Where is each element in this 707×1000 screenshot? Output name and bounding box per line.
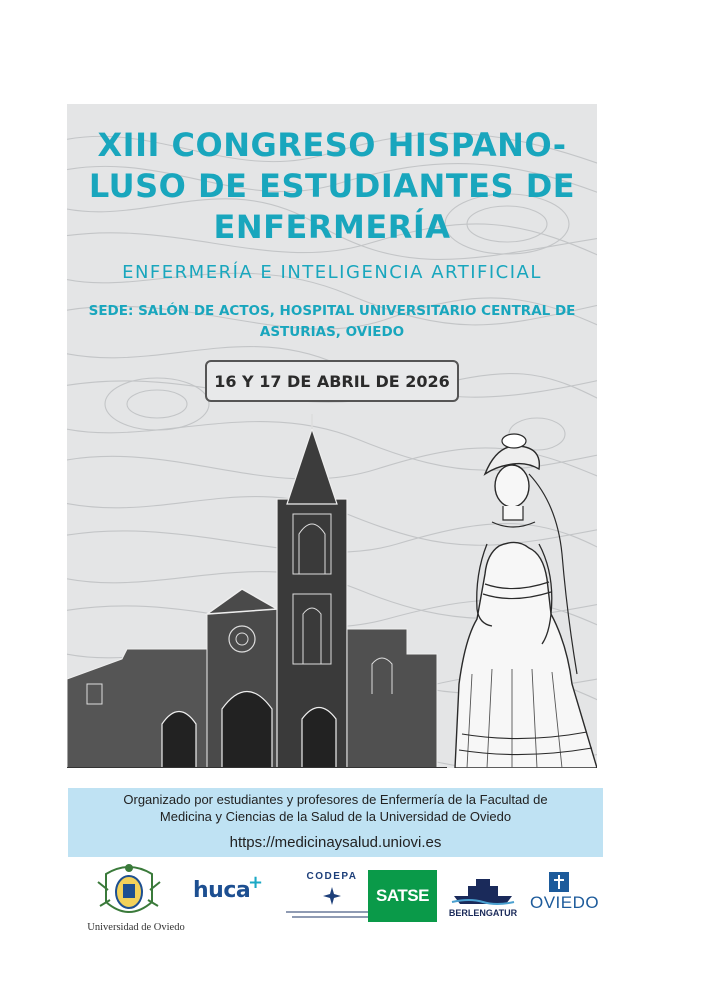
university-caption: Universidad de Oviedo bbox=[87, 922, 185, 933]
giant-figure-illustration bbox=[455, 434, 597, 768]
huca-plus-icon: + bbox=[248, 872, 264, 893]
oviedo-logo: OVIEDO bbox=[530, 893, 600, 912]
berlengatur-logo: BERLENGATUR bbox=[448, 908, 518, 918]
ship-icon bbox=[450, 874, 516, 906]
venue-line-1: SEDE: SALÓN DE ACTOS, HOSPITAL UNIVERSITARIO CENTRAL DE bbox=[88, 303, 576, 319]
website-link[interactable]: https://medicinaysalud.uniovi.es bbox=[229, 834, 442, 851]
huca-logo: huca bbox=[193, 878, 251, 903]
venue-line-2: ASTURIAS, OVIEDO bbox=[259, 324, 405, 340]
poster-subtitle: ENFERMERÍA E INTELIGENCIA ARTIFICIAL bbox=[122, 262, 542, 283]
poster-title-line-1: XIII CONGRESO HISPANO- bbox=[97, 126, 567, 164]
organizer-text-line-1: Organizado por estudiantes y profesores de Enfermería de la Facultad de bbox=[123, 792, 548, 807]
organizer-info-band bbox=[68, 788, 603, 857]
poster-title-line-3: ENFERMERÍA bbox=[213, 208, 451, 246]
satse-logo bbox=[368, 870, 437, 922]
codepa-logo: CODEPA bbox=[306, 871, 358, 882]
codepa-fine-print bbox=[282, 909, 382, 921]
satse-logo-text: SATSE bbox=[376, 886, 429, 905]
sponsor-logos-row bbox=[68, 860, 603, 940]
event-date: 16 Y 17 DE ABRIL DE 2026 bbox=[214, 371, 450, 391]
cathedral-and-figure-illustration bbox=[67, 414, 597, 768]
codepa-cross-icon bbox=[322, 886, 342, 906]
university-crest-icon bbox=[96, 862, 162, 920]
event-date-box bbox=[205, 360, 459, 402]
oviedo-emblem-icon bbox=[549, 872, 569, 892]
poster-title-line-2: LUSO DE ESTUDIANTES DE bbox=[88, 167, 576, 205]
congress-poster bbox=[67, 104, 597, 768]
cathedral-illustration bbox=[67, 414, 447, 768]
organizer-text-line-2: Medicina y Ciencias de la Salud de la Universidad de Oviedo bbox=[159, 809, 512, 824]
